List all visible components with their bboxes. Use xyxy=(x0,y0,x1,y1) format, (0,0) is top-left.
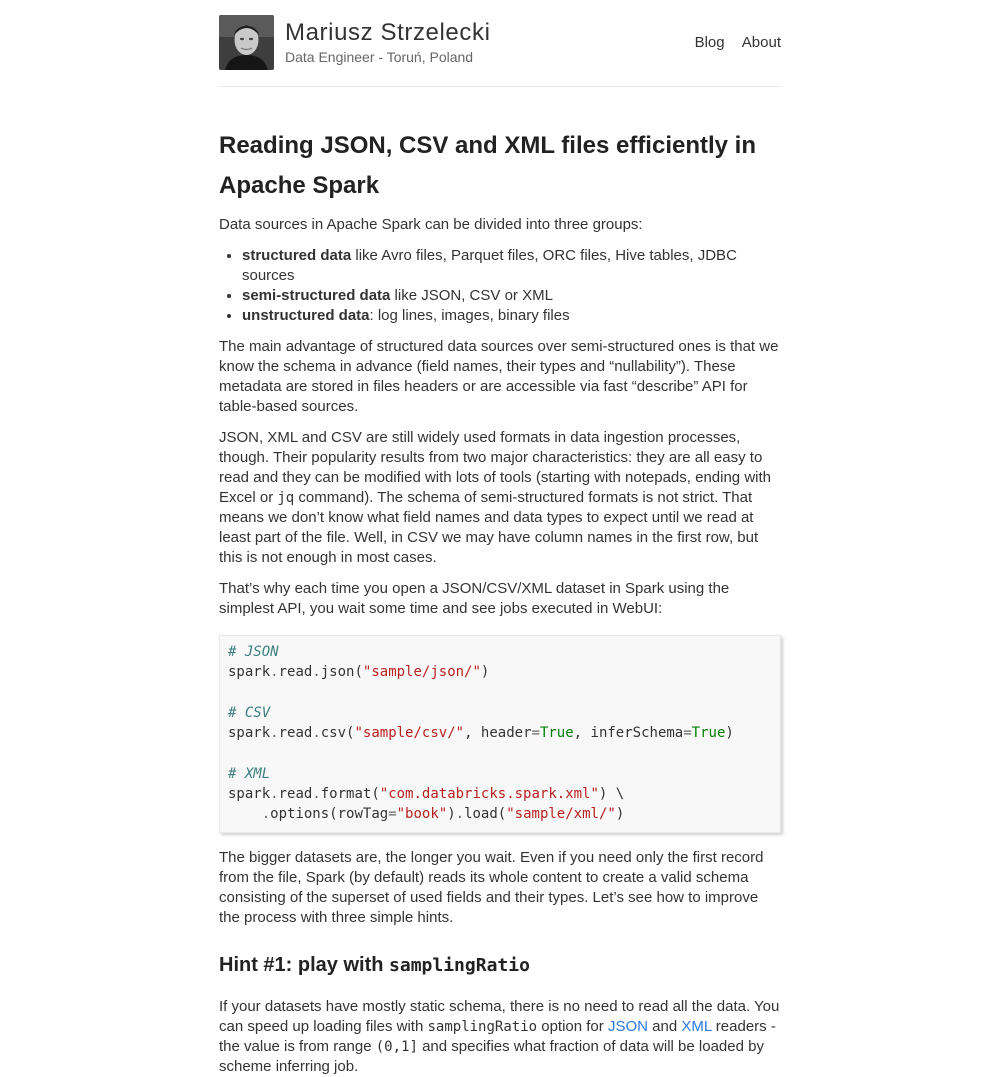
inline-code: jq xyxy=(277,490,295,506)
code-token: options xyxy=(270,806,330,823)
inline-code: samplingRatio xyxy=(427,1018,538,1035)
code-token: load xyxy=(464,806,498,823)
code-token: ) xyxy=(480,664,490,681)
code-token: read xyxy=(278,725,313,742)
code-token: . xyxy=(270,725,279,742)
code-token: . xyxy=(312,786,321,803)
code-comment: # CSV xyxy=(228,704,271,721)
heading-text: Hint #1: play with xyxy=(219,953,390,976)
code-token: ( xyxy=(371,786,380,803)
paragraph-sampling-ratio xyxy=(219,997,781,1077)
paragraph-structured-advantage: The main advantage of structured data sources over semi-structured ones is that we know the schema in advance (field names, their types and “nullability”). These metadata are stored in files headers or are accessible via fast “describe” API for table-based sources. xyxy=(219,338,779,415)
nav-blog-link[interactable]: Blog xyxy=(694,34,725,51)
code-token: , header xyxy=(464,725,532,742)
nav-about-link[interactable]: About xyxy=(741,34,781,51)
list-item xyxy=(242,246,781,286)
code-token: , inferSchema xyxy=(573,725,684,742)
code-token: ) xyxy=(725,725,734,742)
code-token: spark xyxy=(228,725,271,742)
avatar-photo xyxy=(219,15,274,70)
code-token: ) \ xyxy=(598,786,625,803)
list-item-desc: like JSON, CSV or XML xyxy=(390,287,553,304)
code-token: csv xyxy=(320,725,347,742)
json-reader-link[interactable]: JSON xyxy=(607,1017,648,1035)
code-token: read xyxy=(278,786,313,803)
site-title[interactable]: Mariusz Strzelecki xyxy=(285,19,491,46)
text-span: option for xyxy=(537,1017,608,1035)
text-span: If your datasets have mostly static schema, there is no need to read all the data. You can speed up loading files with xyxy=(219,997,780,1035)
list-item-term: semi-structured data xyxy=(242,287,391,304)
code-token: json xyxy=(320,664,355,681)
code-token: spark xyxy=(228,786,271,803)
code-token: ) xyxy=(447,806,456,823)
list-item-desc: : log lines, images, binary files xyxy=(369,307,570,324)
code-token: . xyxy=(312,664,321,681)
code-string: "sample/csv/" xyxy=(354,725,465,742)
inline-code: (0,1] xyxy=(375,1038,418,1055)
author-avatar[interactable] xyxy=(219,15,274,70)
text-span: command). The schema of semi-structured formats is not strict. That means we don’t know what field names and data types to expect until we read at least part of the file. Well, in CSV we may have column names in the first row, but this is not enough in most cases. xyxy=(219,489,759,566)
code-token xyxy=(228,806,262,822)
list-item-term: structured data xyxy=(242,247,352,264)
code-token: . xyxy=(270,664,279,681)
xml-reader-link[interactable]: XML xyxy=(681,1017,712,1035)
list-item-term: unstructured data xyxy=(242,307,370,324)
code-token: format xyxy=(320,786,372,803)
main-nav xyxy=(682,34,781,51)
post-title: Reading JSON, CSV and XML files efficiently in Apache Spark xyxy=(219,132,756,199)
code-comment: # JSON xyxy=(228,644,279,660)
paragraph-bigger-datasets: The bigger datasets are, the longer you wait. Even if you need only the first record from the file, Spark (by default) reads its whole content to create a valid schema consisting of the superset of used fields and their types. Let’s see how to improve the process with three simple hints. xyxy=(219,848,764,926)
intro-paragraph: Data sources in Apache Spark can be divided into three groups: xyxy=(219,216,643,233)
code-token: spark xyxy=(228,664,271,681)
code-token: . xyxy=(312,725,321,742)
code-token: . xyxy=(261,806,271,823)
list-item-desc: like Avro files, Parquet files, ORC files, Hive tables, JDBC sources xyxy=(242,247,737,284)
paragraph-semi-structured xyxy=(219,428,781,568)
text-span: readers - the value is from range xyxy=(219,1017,776,1055)
list-item xyxy=(242,286,781,306)
code-token: = xyxy=(683,725,692,742)
heading-code: samplingRatio xyxy=(389,954,530,976)
code-string: "sample/json/" xyxy=(362,664,481,681)
data-source-groups-list xyxy=(219,246,781,326)
code-token: (rowTag xyxy=(329,806,389,823)
code-token: ( xyxy=(346,725,355,742)
site-header xyxy=(219,0,781,87)
list-item xyxy=(242,306,781,326)
code-token: read xyxy=(278,664,313,681)
code-string: "sample/xml/" xyxy=(506,806,616,823)
paragraph-webui: That’s why each time you open a JSON/CSV/XML dataset in Spark using the simplest API, you wait some time and see jobs executed in WebUI: xyxy=(219,580,730,617)
code-keyword: True xyxy=(539,725,574,742)
code-token: = xyxy=(388,806,397,823)
code-token: . xyxy=(455,806,465,823)
text-span: and xyxy=(647,1017,682,1035)
code-token: . xyxy=(270,786,279,803)
text-span: JSON, XML and CSV are still widely used formats in data ingestion processes, though. Their popularity results from two major characteristics: they are all easy to read and they can be modified with lots of tools (starting with notepads, ending with Excel or xyxy=(219,429,771,506)
site-subtitle: Data Engineer - Toruń, Poland xyxy=(285,49,474,65)
code-keyword: True xyxy=(691,725,726,742)
text-span: and specifies what fraction of data will be loaded by scheme inferring job. xyxy=(219,1037,764,1075)
page xyxy=(219,0,781,1077)
hint-1-heading xyxy=(219,951,781,980)
code-block[interactable] xyxy=(219,635,781,833)
code-token: ( xyxy=(354,664,363,681)
code-string: "com.databricks.spark.xml" xyxy=(379,786,599,803)
code-token: ( xyxy=(497,806,507,823)
code-comment: # XML xyxy=(228,765,271,782)
code-token: = xyxy=(531,725,540,742)
code-string: "book" xyxy=(396,806,448,823)
code-token: ) xyxy=(615,806,625,823)
